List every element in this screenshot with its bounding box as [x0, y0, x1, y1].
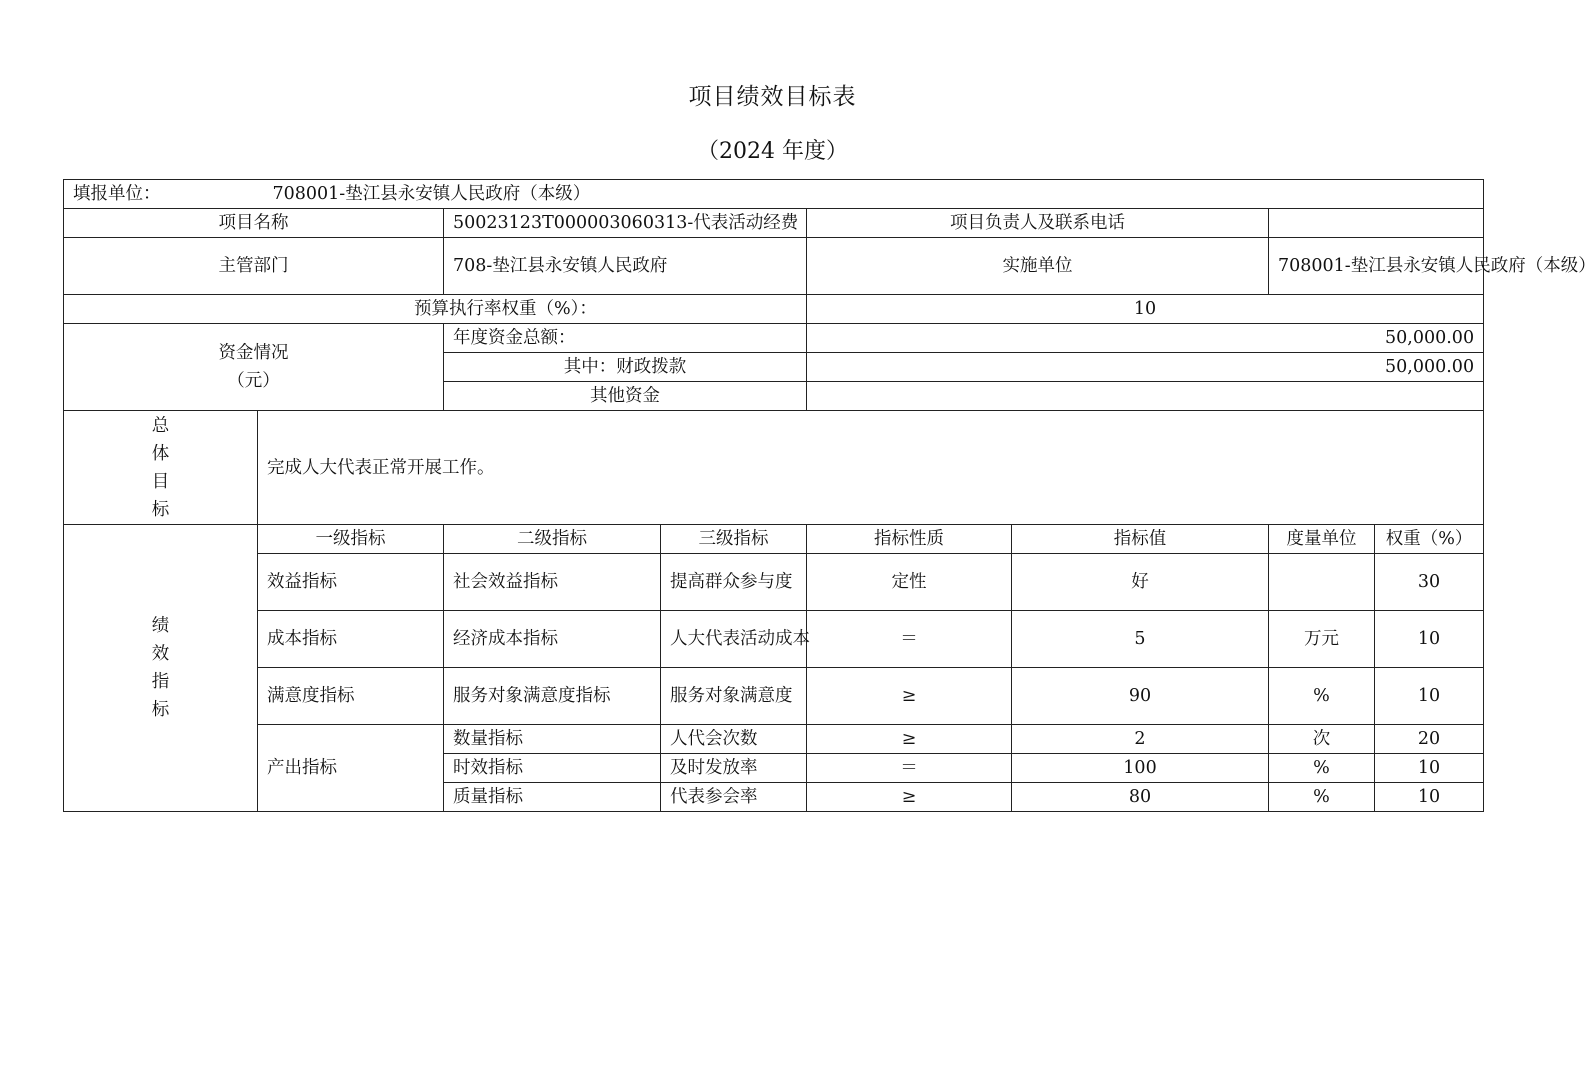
header-level2: 二级指标 [444, 525, 661, 554]
indicator-header-row [64, 525, 1484, 554]
value-cell: 5 [1012, 611, 1269, 668]
value-cell: 2 [1012, 725, 1269, 754]
implementing-unit-label: 实施单位 [807, 238, 1269, 295]
level3-cell: 服务对象满意度 [661, 668, 807, 725]
header-nature: 指标性质 [807, 525, 1012, 554]
budget-weight-value: 10 [807, 295, 1484, 324]
level1-cell: 成本指标 [258, 611, 444, 668]
level1-cell: 效益指标 [258, 554, 444, 611]
filing-unit-row [64, 180, 1484, 209]
department-label: 主管部门 [64, 238, 444, 295]
department-value: 708-垫江县永安镇人民政府 [444, 238, 807, 295]
level3-cell: 提高群众参与度 [661, 554, 807, 611]
overall-goal-label [64, 411, 258, 525]
value-cell: 好 [1012, 554, 1269, 611]
page-title: 项目绩效目标表 [688, 84, 857, 110]
page-subtitle-year: （2024 年度） [697, 139, 848, 164]
level3-cell: 人代会次数 [661, 725, 807, 754]
unit-cell: 万元 [1269, 611, 1375, 668]
funds-total-row [64, 324, 1484, 353]
level2-cell: 时效指标 [444, 754, 661, 783]
budget-weight-label: 预算执行率权重（%）： [64, 295, 807, 324]
unit-cell: % [1269, 668, 1375, 725]
level2-cell: 服务对象满意度指标 [444, 668, 661, 725]
nature-cell: ≥ [807, 783, 1012, 812]
header-unit: 度量单位 [1269, 525, 1375, 554]
nature-cell: ＝ [807, 611, 1012, 668]
unit-cell: 次 [1269, 725, 1375, 754]
project-leader-label: 项目负责人及联系电话 [807, 209, 1269, 238]
funds-total-label: 年度资金总额： [444, 324, 807, 353]
indicators-label-char: 绩 [151, 616, 170, 636]
budget-weight-row [64, 295, 1484, 324]
level2-cell: 经济成本指标 [444, 611, 661, 668]
weight-cell: 20 [1375, 725, 1484, 754]
overall-goal-label-char: 目 [151, 471, 170, 492]
nature-cell: ＝ [807, 754, 1012, 783]
unit-cell [1269, 554, 1375, 611]
filing-unit-cell [64, 180, 1484, 209]
funds-label-line1: 资金情况 [218, 343, 289, 363]
department-row [64, 238, 1484, 295]
project-name-value: 50023123T000003060313-代表活动经费 [444, 209, 807, 238]
level3-cell: 人大代表活动成本 [661, 611, 807, 668]
overall-goal-label-char: 标 [151, 499, 170, 520]
funds-label-line2: （元） [227, 371, 280, 391]
table-row [64, 725, 1484, 754]
value-cell: 90 [1012, 668, 1269, 725]
table-row [64, 611, 1484, 668]
value-cell: 100 [1012, 754, 1269, 783]
project-leader-value [1269, 209, 1484, 238]
value-cell: 80 [1012, 783, 1269, 812]
table-row [64, 554, 1484, 611]
overall-goal-label-char: 体 [151, 443, 170, 464]
funds-other-value [807, 382, 1484, 411]
level2-cell: 质量指标 [444, 783, 661, 812]
filing-unit-label: 填报单位： [73, 184, 161, 204]
level3-cell: 及时发放率 [661, 754, 807, 783]
filing-unit-value: 708001-垫江县永安镇人民政府（本级） [272, 184, 591, 204]
funds-label [64, 324, 444, 411]
indicators-label [64, 525, 258, 812]
overall-goal-row [64, 411, 1484, 525]
header-value: 指标值 [1012, 525, 1269, 554]
level3-cell: 代表参会率 [661, 783, 807, 812]
nature-cell: ≥ [807, 668, 1012, 725]
table-row [64, 668, 1484, 725]
funds-fiscal-label: 其中：财政拨款 [444, 353, 807, 382]
overall-goal-text: 完成人大代表正常开展工作。 [258, 411, 1484, 525]
unit-cell: % [1269, 783, 1375, 812]
header-level1: 一级指标 [258, 525, 444, 554]
weight-cell: 10 [1375, 754, 1484, 783]
funds-total-value: 50,000.00 [807, 324, 1484, 353]
level2-cell: 数量指标 [444, 725, 661, 754]
performance-target-table [63, 179, 1596, 812]
level1-cell: 产出指标 [258, 725, 444, 812]
nature-cell: ≥ [807, 725, 1012, 754]
unit-cell: % [1269, 754, 1375, 783]
level1-cell: 满意度指标 [258, 668, 444, 725]
weight-cell: 10 [1375, 783, 1484, 812]
funds-other-label: 其他资金 [444, 382, 807, 411]
nature-cell: 定性 [807, 554, 1012, 611]
indicators-label-char: 指 [151, 672, 170, 692]
weight-cell: 10 [1375, 611, 1484, 668]
indicators-label-char: 效 [151, 644, 170, 664]
weight-cell: 30 [1375, 554, 1484, 611]
project-name-label: 项目名称 [64, 209, 444, 238]
indicators-label-char: 标 [151, 700, 170, 720]
weight-cell: 10 [1375, 668, 1484, 725]
implementing-unit-value: 708001-垫江县永安镇人民政府（本级） [1269, 238, 1484, 295]
header-weight: 权重（%） [1375, 525, 1484, 554]
funds-fiscal-value: 50,000.00 [807, 353, 1484, 382]
overall-goal-label-char: 总 [151, 415, 170, 436]
header-level3: 三级指标 [661, 525, 807, 554]
level2-cell: 社会效益指标 [444, 554, 661, 611]
project-name-row [64, 209, 1484, 238]
